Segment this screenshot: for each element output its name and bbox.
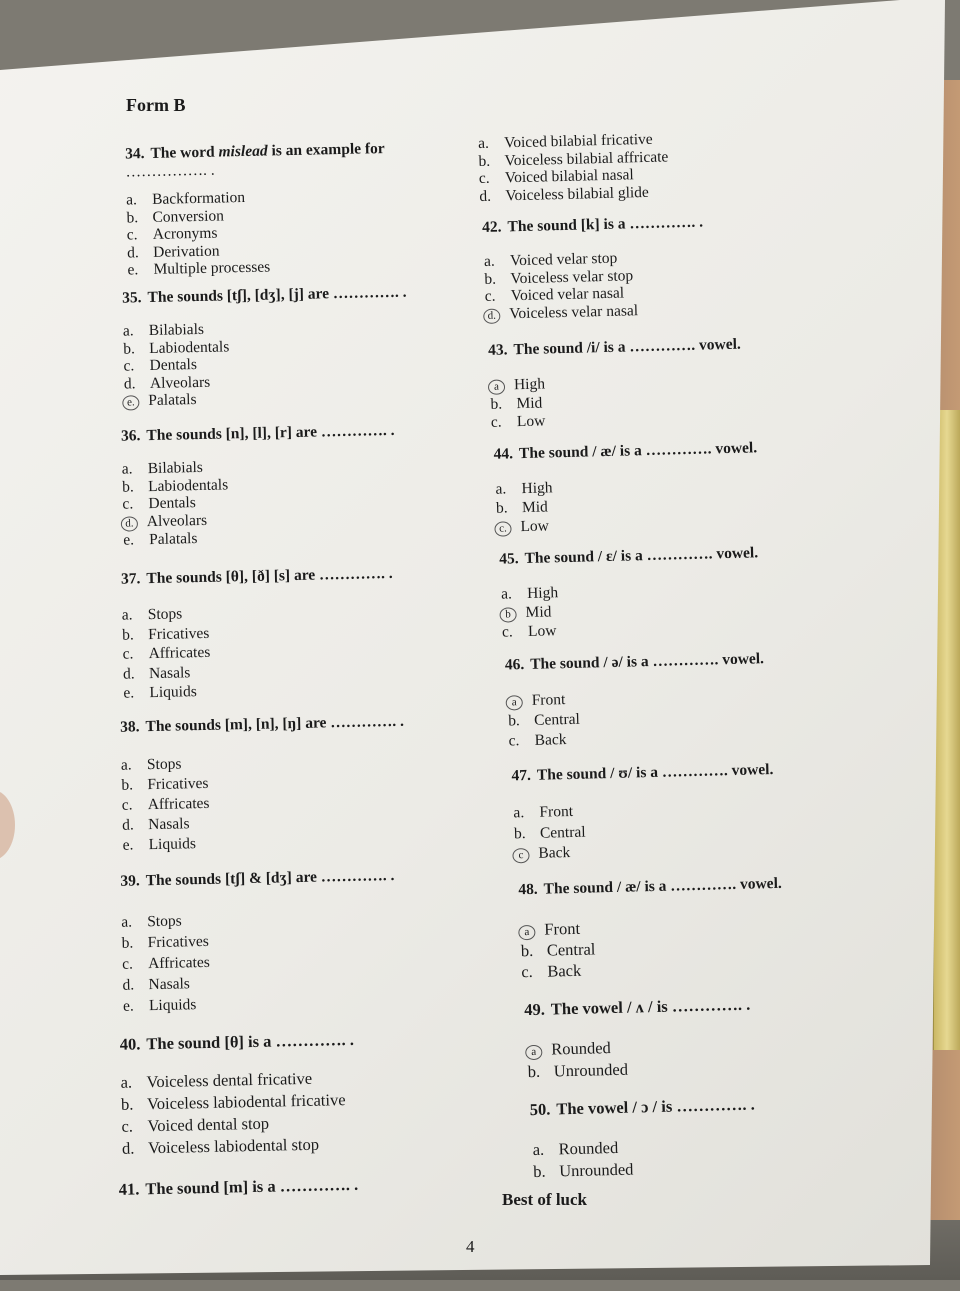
options-42 [484,249,639,323]
option-circled: d. Voiceless velar nasal [485,302,638,324]
option: b. Fricatives [121,774,209,794]
question-47: 47. The sound / ʊ/ is a …………. vowel. [511,761,774,785]
circled-answer: a [506,695,523,710]
option: b. Voiceless velar stop [484,266,634,288]
option: b. Mid [495,498,549,517]
option: c. Back [508,731,567,750]
option-circled: a High [490,375,545,395]
option: a. Stops [120,755,182,774]
page-number: 4 [466,1237,475,1256]
option: b. Unrounded [527,1059,629,1082]
form-title: Form B [126,95,186,115]
option: b. Fricatives [122,624,210,644]
options-49 [527,1037,628,1083]
option: a. Voiced velar stop [483,249,618,270]
option: d. Nasals [122,975,191,994]
option: e. Palatals [123,529,198,549]
question-45: 45. The sound / ɛ/ is a …………. vowel. [499,544,759,568]
options-50 [532,1137,633,1183]
option-circled: a Rounded [527,1037,628,1061]
option-circled: c. Low [496,516,553,536]
options-43 [490,375,546,432]
option: d. Nasals [122,815,190,834]
option: d. Voiceless bilabial glide [479,183,650,205]
question-48: 48. The sound / æ/ is a …………. vowel. [518,874,782,899]
question-41: 41. The sound [m] is a …………. . [118,1174,359,1199]
option: c. Low [501,622,557,641]
circled-answer: a [488,379,505,394]
option: c. Voiced bilabial nasal [478,166,634,188]
options-44 [495,478,553,536]
option: b. Central [507,710,581,730]
option: c. Dentals [123,356,198,375]
option-circled: a Front [507,690,579,712]
question-38: 38. The sounds [m], [n], [ŋ] are …………. . [119,712,405,736]
option: b. Labiodentals [123,337,230,358]
option: a. High [495,479,553,498]
option-circled: c Back [514,843,586,865]
question-36: 36. The sounds [n], [l], [r] are …………. . [120,421,395,445]
option-circled: d. Alveolars [123,511,229,531]
option-circled: a Front [520,917,595,940]
question-39: 39. The sounds [tʃ] & [dʒ] are …………. . [120,867,395,890]
option: c. Affricates [121,794,210,814]
circled-answer: d. [121,516,138,531]
option: c. Acronyms [126,224,218,244]
option: e. Liquids [123,683,197,702]
option: a. Stops [121,605,183,624]
circled-answer: c [512,848,529,863]
option: c. Dentals [122,494,196,513]
options-46 [507,690,580,752]
closing-text: Best of luck [502,1190,587,1209]
option: a. Voiced bilabial fricative [477,130,653,153]
options-47 [513,802,586,865]
option: c. Affricates [121,953,210,973]
question-35: 35. The sounds [tʃ], [dʒ], [j] are …………. . [121,283,407,307]
option: a. Front [513,802,574,822]
question-42: 42. The sound [k] is a …………. . [481,213,704,236]
option: a. High [500,584,559,603]
question-44: 44. The sound / æ/ is a …………. vowel. [493,439,758,463]
option: a. Bilabials [121,458,204,478]
question-50: 50. The vowel / ɔ / is …………. . [529,1094,755,1120]
option: b. Voiceless bilabial affricate [478,147,669,170]
question-37: 37. The sounds [θ], [ð] [s] are …………. . [120,564,393,588]
circled-answer: b [499,607,516,622]
question-49: 49. The vowel / ʌ / is …………. . [524,994,751,1020]
option: c. Voiced velar nasal [484,284,625,305]
option: c. Voiced dental stop [121,1113,270,1136]
question-43: 43. The sound /i/ is a …………. vowel. [487,335,742,359]
option: b. Central [513,823,586,842]
option: b. Fricatives [121,932,209,952]
option: a. Rounded [532,1137,619,1160]
option: d. Nasals [122,663,191,683]
option: b. Unrounded [532,1159,634,1182]
option: e. Liquids [122,835,197,854]
option: c. Affricates [122,643,211,663]
options-48 [520,917,596,982]
option: e. Multiple processes [127,258,271,279]
option: d. Alveolars [123,373,211,393]
option: b. Voiceless labiodental fricative [120,1090,346,1114]
option-circled: e. Palatals [124,390,230,410]
option: b. Central [520,939,596,961]
option: c. Low [490,412,546,431]
circled-answer: e. [122,395,139,410]
option: a. Stops [121,912,182,931]
question-34: 34. The word mislead is an example for [124,140,385,163]
circled-answer: c. [494,521,511,536]
option: a. Backformation [125,188,246,209]
option: b. Mid [490,394,543,413]
circled-answer: a [518,925,535,940]
option: b. Conversion [126,206,225,226]
question-34-blank: ……………. . [125,161,215,181]
options-41 [478,130,669,205]
option: a. Voiceless dental fricative [120,1068,313,1092]
question-46: 46. The sound / ə/ is a …………. vowel. [504,650,765,674]
option: c. Back [521,960,582,982]
option: d. Derivation [127,242,220,261]
circled-answer: a [525,1045,542,1060]
option: d. Voiceless labiodental stop [121,1134,320,1158]
option: a. Bilabials [122,320,205,340]
circled-answer: d. [483,308,500,323]
option-circled: b Mid [501,602,558,622]
option: e. Liquids [122,996,197,1015]
option: b. Labiodentals [121,475,229,496]
options-45 [501,583,559,641]
emphasized-word: mislead [218,142,268,161]
question-40: 40. The sound [θ] is a …………. . [119,1029,355,1054]
